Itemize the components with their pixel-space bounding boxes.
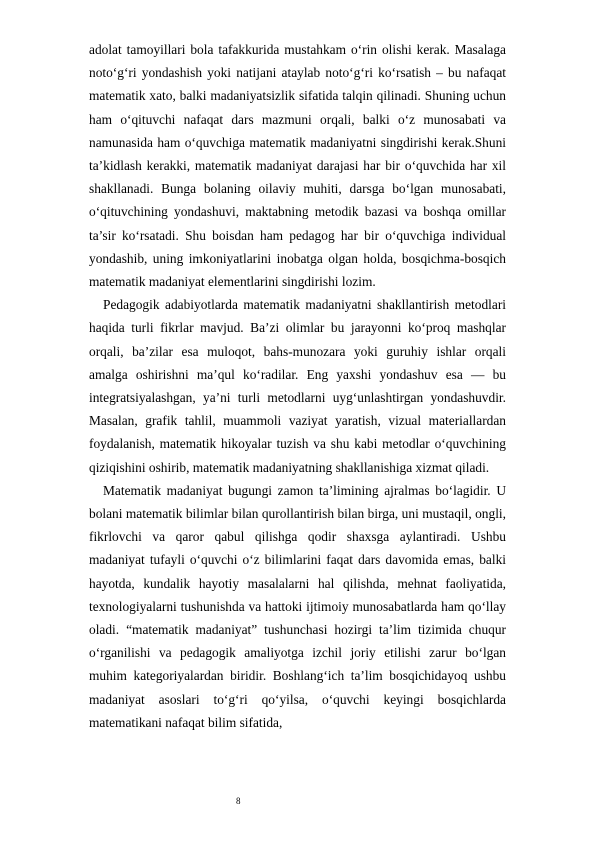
- document-body: [89, 38, 506, 734]
- paragraph-3: Matematik madaniyat bugungi zamon ta’limining ajralmas bo‘lagidir. U bolani matematik bilimlar bilan qurollantirish bilan birga, uni mustaqil, ongli, fikrlovchi va qaror qabul qilishga qodir shaxsga aylantiradi. Ushbu madaniyat tufayli o‘quvchi o‘z bilimlarini faqat dars davomida emas, balki hayotda, kundalik hayotiy masalalarni hal qilishda, mehnat faoliyatida, texnologiyalarni tushunishda va hattoki ijtimoiy munosabatlarda ham qo‘llay oladi. “matematik madaniyat” tushunchasi hozirgi ta’lim tizimida chuqur o‘rganilishi va pedagogik amaliyotga izchil joriy etilishi zarur bo‘lgan muhim kategoriyalardan biridir. Boshlang‘ich ta’lim bosqichidayoq ushbu madaniyat asoslari to‘g‘ri qo‘yilsa, o‘quvchi keyingi bosqichlarda matematikani nafaqat bilim sifatida,: [89, 482, 506, 730]
- paragraph-2: Pedagogik adabiyotlarda matematik madaniyatni shakllantirish metodlari haqida turli fikrlar mavjud. Ba’zi olimlar bu jarayonni ko‘proq mashqlar orqali, ba’zilar esa muloqot, bahs-munozara yoki guruhiy ishlar orqali amalga oshirishni ma’qul ko‘radilar. Eng yaxshi yondashuv esa — bu integratsiyalashgan, ya’ni turli metodlarni uyg‘unlashtirgan yondashuvdir. Masalan, grafik tahlil, muammoli vaziyat yaratish, vizual materiallardan foydalanish, matematik hikoyalar tuzish va shu kabi metodlar o‘quvchining qiziqishini oshirib, matematik madaniyatning shakllanishiga xizmat qiladi.: [89, 297, 506, 475]
- page-number: 8: [236, 796, 241, 806]
- paragraph-1: adolat tamoyillari bola tafakkurida mustahkam o‘rin olishi kerak. Masalaga noto‘g‘ri yondashish yoki natijani ataylab noto‘g‘ri ko‘rsatish – bu nafaqat matematik xato, balki madaniyatsizlik sifatida talqin qilinadi. Shuning uchun ham o‘qituvchi nafaqat dars mazmuni orqali, balki o‘z munosabati va namunasida ham o‘quvchiga matematik madaniyatni singdirishi kerak.Shuni ta’kidlash kerakki, matematik madaniyat darajasi har bir o‘quvchida har xil shakllanadi. Bunga bolaning oilaviy muhiti, darsga bo‘lgan munosabati, o‘qituvchining yondashuvi, maktabning metodik bazasi va boshqa omillar ta’sir ko‘rsatadi. Shu boisdan ham pedagog har bir o‘quvchiga individual yondashib, uning imkoniyatlarini inobatga olgan holda, bosqichma-bosqich matematik madaniyat elementlarini singdirishi lozim.: [89, 42, 506, 290]
